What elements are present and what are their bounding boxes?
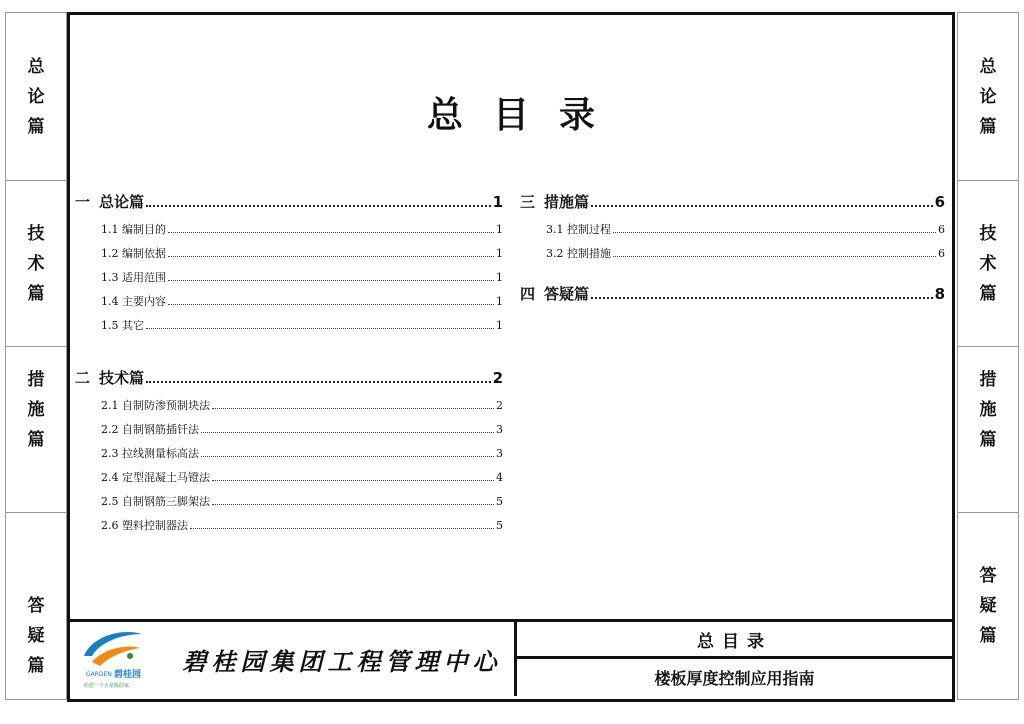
side-tab-general[interactable]: [5, 12, 67, 180]
toc-section-label: 技术篇: [99, 369, 145, 387]
document-frame: [67, 12, 955, 702]
toc-leader: [201, 432, 494, 433]
toc-item-label: 1.1 编制目的: [101, 223, 166, 236]
logo-slogan: 给您一个五星级的家: [84, 683, 130, 689]
toc-section-measures[interactable]: [520, 191, 945, 215]
toc-leader: [613, 256, 936, 257]
side-tab-char: 篇: [979, 626, 997, 646]
side-tab-char: 论: [27, 86, 45, 107]
toc-item[interactable]: [101, 469, 503, 493]
toc-item-label: 1.5 其它: [101, 319, 144, 332]
toc-leader: [201, 456, 494, 457]
side-tab-char: 答: [27, 596, 45, 616]
toc-item-page: 2: [496, 399, 503, 412]
side-tab-char: 总: [27, 56, 45, 77]
logo-swirl-icon: [70, 622, 170, 696]
toc-item[interactable]: [101, 421, 503, 445]
toc-item-page: 3: [496, 423, 503, 436]
toc-section-page: 6: [934, 193, 945, 211]
doc-subtitle: 楼板厚度控制应用指南: [654, 669, 815, 688]
toc-item[interactable]: [101, 221, 503, 245]
toc-item-label: 3.2 控制措施: [546, 247, 611, 260]
toc-leader: [146, 205, 491, 207]
logo-brand-en: GARDEN: [86, 671, 112, 678]
toc-section-page: 2: [492, 369, 503, 387]
toc-item-label: 2.3 拉线测量标高法: [101, 447, 199, 460]
toc-section-label: 总论篇: [99, 193, 145, 211]
title-block-info: [514, 622, 952, 696]
side-tab-char: 答: [979, 566, 997, 586]
toc-section-number: 四: [520, 285, 536, 303]
toc-item-label: 2.1 自制防渗预制块法: [101, 399, 210, 412]
toc-section-faq[interactable]: [520, 283, 945, 307]
side-tab-char: 篇: [27, 283, 45, 304]
toc-section-number: 三: [520, 193, 536, 211]
toc-item[interactable]: [101, 317, 503, 341]
toc-leader: [212, 504, 494, 505]
toc-leader: [591, 297, 933, 299]
toc-item-label: 2.5 自制钢筋三脚架法: [101, 495, 210, 508]
page-title: 总目录: [426, 95, 625, 136]
side-tab-char: 措: [27, 369, 45, 390]
title-block-footer: [70, 619, 952, 699]
toc-leader: [190, 528, 494, 529]
side-tab-general[interactable]: [957, 12, 1019, 180]
toc-item-page: 1: [496, 271, 503, 284]
side-tab-char: 术: [979, 253, 997, 274]
toc-leader: [168, 256, 494, 257]
logo-brand-cn: 碧桂园: [114, 670, 142, 680]
toc-leader: [613, 232, 936, 233]
side-tab-char: 篇: [27, 116, 45, 137]
right-side-tabs: [957, 12, 1019, 700]
side-tab-char: 篇: [979, 429, 997, 450]
toc-item-label: 3.1 控制过程: [546, 223, 611, 236]
toc-leader: [168, 280, 494, 281]
toc-leader: [212, 480, 494, 481]
toc-item-page: 5: [496, 519, 503, 532]
toc-item-page: 5: [496, 495, 503, 508]
side-tab-char: 技: [979, 223, 997, 244]
toc-item[interactable]: [101, 269, 503, 293]
side-tab-char: 篇: [979, 116, 997, 137]
side-tab-char: 总: [979, 56, 997, 77]
toc-leader: [146, 381, 491, 383]
toc-section-technical[interactable]: [75, 367, 503, 391]
left-side-tabs: [5, 12, 67, 700]
company-name: 碧桂园集团工程管理中心: [182, 646, 502, 676]
side-tab-measures[interactable]: [957, 346, 1019, 512]
side-tab-char: 篇: [27, 656, 45, 676]
toc-item-page: 6: [938, 247, 945, 260]
side-tab-char: 施: [27, 399, 45, 420]
side-tab-char: 篇: [979, 283, 997, 304]
toc-item-label: 2.6 塑料控制器法: [101, 519, 188, 532]
toc-right-column: [520, 191, 945, 313]
toc-leader: [168, 232, 494, 233]
side-tab-char: 措: [979, 369, 997, 390]
toc-item-page: 6: [938, 223, 945, 236]
toc-item-page: 1: [496, 295, 503, 308]
toc-item[interactable]: [101, 517, 503, 541]
toc-leader: [591, 205, 933, 207]
side-tab-measures[interactable]: [5, 346, 67, 512]
toc-item[interactable]: [101, 445, 503, 469]
side-tab-char: 技: [27, 223, 45, 244]
toc-item-page: 1: [496, 223, 503, 236]
side-tab-faq[interactable]: [957, 512, 1019, 700]
toc-item-page: 1: [496, 247, 503, 260]
toc-item[interactable]: [546, 221, 945, 245]
side-tab-char: 疑: [27, 626, 45, 646]
toc-section-general[interactable]: [75, 191, 503, 215]
toc-item[interactable]: [101, 493, 503, 517]
doc-title: 总目录: [517, 622, 952, 659]
toc-section-number: 二: [75, 369, 91, 387]
side-tab-char: 术: [27, 253, 45, 274]
toc-item-page: 1: [496, 319, 503, 332]
toc-item-label: 1.2 编制依据: [101, 247, 166, 260]
side-tab-char: 论: [979, 86, 997, 107]
side-tab-technical[interactable]: [957, 180, 1019, 346]
toc-left-column: [75, 191, 503, 541]
side-tab-char: 篇: [27, 429, 45, 450]
toc-leader: [146, 328, 494, 329]
toc-section-page: 1: [492, 193, 503, 211]
side-tab-faq[interactable]: [5, 512, 67, 700]
toc-item-label: 1.4 主要内容: [101, 295, 166, 308]
toc-item-label: 2.2 自制钢筋插钎法: [101, 423, 199, 436]
toc-leader: [212, 408, 494, 409]
toc-section-number: 一: [75, 193, 91, 211]
toc-item-label: 2.4 定型混凝土马镫法: [101, 471, 210, 484]
toc-section-label: 措施篇: [544, 193, 590, 211]
toc-item[interactable]: [101, 397, 503, 421]
side-tab-technical[interactable]: [5, 180, 67, 346]
toc-item[interactable]: [546, 245, 945, 269]
toc-item-page: 3: [496, 447, 503, 460]
toc-item[interactable]: [101, 245, 503, 269]
toc-item-page: 4: [496, 471, 503, 484]
toc-leader: [168, 304, 494, 305]
toc-item[interactable]: [101, 293, 503, 317]
toc-item-label: 1.3 适用范围: [101, 271, 166, 284]
side-tab-char: 施: [979, 399, 997, 420]
company-logo: [70, 622, 170, 696]
toc-section-label: 答疑篇: [544, 285, 590, 303]
side-tab-char: 疑: [979, 596, 997, 616]
toc-section-page: 8: [934, 285, 945, 303]
